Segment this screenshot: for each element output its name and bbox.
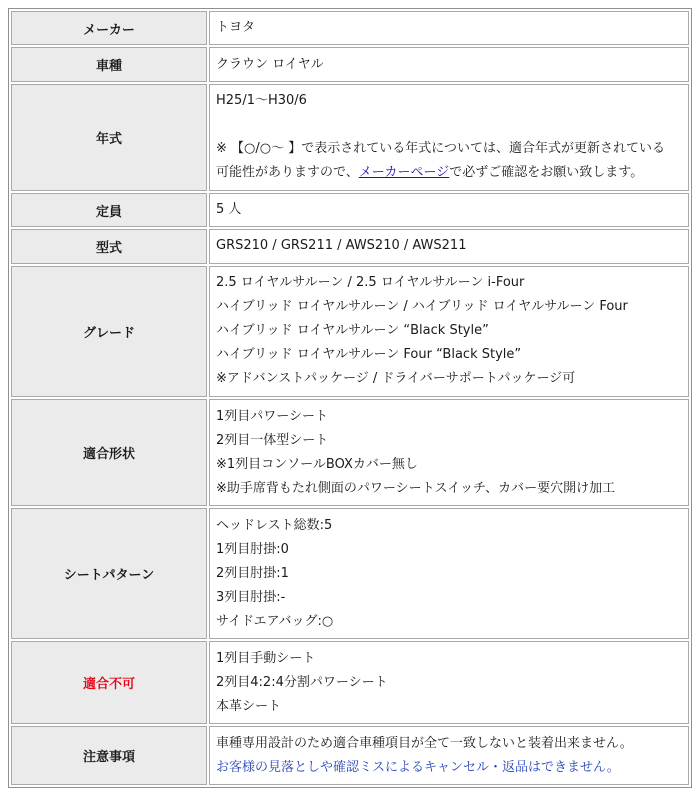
row-notes: [11, 726, 689, 785]
row-grade: [11, 266, 689, 397]
label-grade: グレード: [11, 266, 207, 397]
notes-line-2: お客様の見落としや確認ミスによるキャンセル・返品はできません。: [216, 759, 620, 775]
row-seat-pattern: [11, 508, 689, 639]
spacer: [216, 113, 682, 137]
row-not-fit: [11, 641, 689, 724]
value-not-fit: [209, 641, 689, 724]
grade-line: 2.5 ロイヤルサルーン / 2.5 ロイヤルサルーン i-Four: [216, 275, 525, 291]
not-fit-line: 2列目4:2:4分割パワーシート: [216, 674, 388, 690]
fit-shape-line: ※助手席背もたれ側面のパワーシートスイッチ、カバー要穴開け加工: [216, 480, 616, 496]
row-model: [11, 47, 689, 81]
label-model: 車種: [11, 47, 207, 81]
year-note-2-before: 可能性がありますので、: [216, 165, 359, 181]
not-fit-line: 本革シート: [216, 698, 282, 714]
label-type: 型式: [11, 229, 207, 263]
grade-line: ハイブリッド ロイヤルサルーン / ハイブリッド ロイヤルサルーン Four: [216, 299, 628, 315]
value-maker: トヨタ: [209, 11, 689, 45]
label-seat-pattern: シートパターン: [11, 508, 207, 639]
value-fit-shape: [209, 399, 689, 506]
grade-line: ハイブリッド ロイヤルサルーン Four “Black Style”: [216, 347, 522, 363]
maker-page-link[interactable]: メーカーページ: [358, 165, 450, 181]
label-fit-shape: 適合形状: [11, 399, 207, 506]
label-maker: メーカー: [11, 11, 207, 45]
seat-pattern-line: ヘッドレスト総数:5: [216, 517, 333, 533]
value-type: GRS210 / GRS211 / AWS210 / AWS211: [209, 229, 689, 263]
grade-line: ハイブリッド ロイヤルサルーン “Black Style”: [216, 323, 489, 339]
fit-shape-line: ※1列目コンソールBOXカバー無し: [216, 456, 418, 472]
spec-table-container: [8, 8, 692, 788]
seat-pattern-line: 2列目肘掛:1: [216, 565, 289, 581]
year-note-1: ※ 【○/○～ 】で表示されている年式については、適合年式が更新されている: [216, 141, 665, 157]
label-not-fit: 適合不可: [11, 641, 207, 724]
value-capacity: 5 人: [209, 193, 689, 227]
year-note-2-after: で必ずご確認をお願い致します。: [449, 165, 644, 181]
value-grade: [209, 266, 689, 397]
row-type: [11, 229, 689, 263]
year-note-2: [216, 161, 682, 185]
label-capacity: 定員: [11, 193, 207, 227]
row-capacity: [11, 193, 689, 227]
seat-pattern-line: 3列目肘掛:-: [216, 589, 286, 605]
value-seat-pattern: [209, 508, 689, 639]
row-maker: [11, 11, 689, 45]
value-notes: [209, 726, 689, 785]
fit-shape-line: 1列目パワーシート: [216, 408, 329, 424]
notes-line-1: 車種専用設計のため適合車種項目が全て一致しないと装着出来ません。: [216, 735, 633, 751]
seat-pattern-line: サイドエアバッグ:○: [216, 613, 334, 629]
fit-shape-line: 2列目一体型シート: [216, 432, 329, 448]
row-fit-shape: [11, 399, 689, 506]
row-year: [11, 84, 689, 191]
seat-pattern-line: 1列目肘掛:0: [216, 541, 289, 557]
label-year: 年式: [11, 84, 207, 191]
vehicle-fit-table: [8, 8, 692, 788]
year-range: H25/1～H30/6: [216, 93, 307, 109]
value-year: [209, 84, 689, 191]
not-fit-line: 1列目手動シート: [216, 650, 316, 666]
value-model: クラウン ロイヤル: [209, 47, 689, 81]
label-notes: 注意事項: [11, 726, 207, 785]
grade-line: ※アドバンストパッケージ / ドライバーサポートパッケージ可: [216, 371, 576, 387]
